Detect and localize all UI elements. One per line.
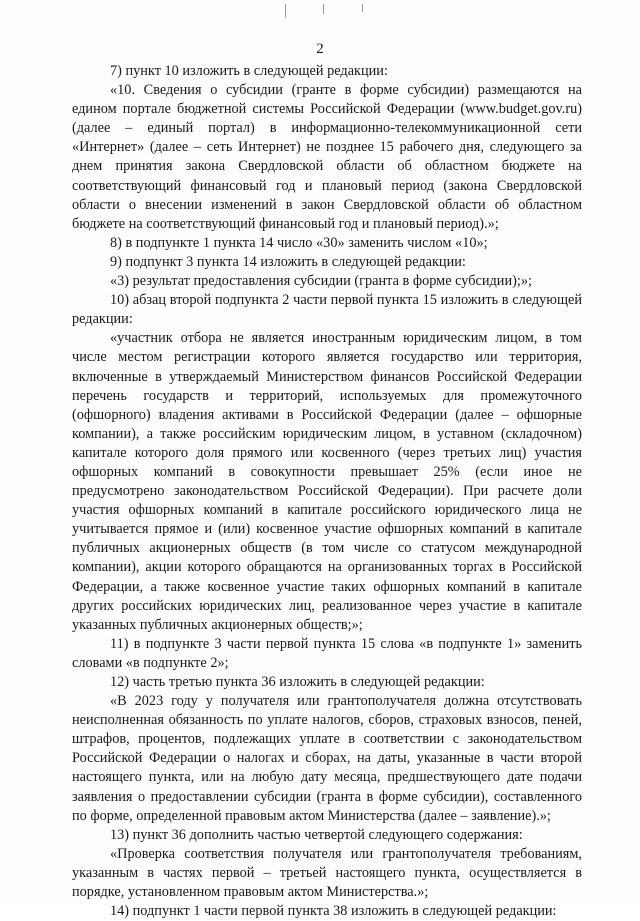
scan-mark	[285, 4, 286, 18]
paragraph: 8) в подпункте 1 пункта 14 число «30» заменить числом «10»;	[110, 234, 488, 251]
paragraph: «Проверка соответствия получателя или грантополучателя требованиям, указанным в частях первой – третьей настоящего пункта, осуществляется в порядке, установленном правовым актом Министерства.»;	[72, 845, 582, 901]
paragraph: 10) абзац второй подпункта 2 части первой пункта 15 изложить в следующей редакции:	[72, 292, 582, 328]
paragraph: 14) подпункт 1 части первой пункта 38 изложить в следующей редакции:	[110, 903, 557, 920]
paragraph: 12) часть третью пункта 36 изложить в следующей редакции:	[110, 674, 485, 690]
page-number: 2	[316, 41, 324, 57]
paragraph: 11) в подпункте 3 части первой пункта 15 слова «в подпункте 1» заменить словами «в подпункте 2»;	[72, 635, 582, 671]
scan-mark	[323, 4, 324, 14]
paragraph: 9) подпункт 3 пункта 14 изложить в следующей редакции:	[110, 253, 466, 270]
paragraph: «участник отбора не является иностранным юридическим лицом, в том числе местом регистрации которого является государство или территория, включенные в утверждаемый Министерством финансов Российской Федерации перечень государств и территорий, используемых для промежуточного (офшорного) владения активами в Российской Федерации (далее – офшорные компании), а также российским юридическим лицом, в уставном (складочном) капитале которого доля прямого или косвенного (через третьих лиц) участия офшорных компаний в совокупности превышает 25% (если иное не предусмотрено законодательством Российской Федерации). При расчете доли участия офшорных компаний в капитале российского юридического лица не учитывается прямое и (или) косвенное участие офшорных компаний в капитале публичных акционерных обществ (в том числе со статусом международной компании), акции которого обращаются на организованных торгах в Российской Федерации, а также косвенное участие таких офшорных компаний в капитале других российских юридических лиц, реализованное через участие в капитале указанных публичных акционерных обществ;»;	[72, 330, 582, 633]
paragraph: 13) пункт 36 дополнить частью четвертой следующего содержания:	[110, 826, 523, 843]
paragraph: 7) пункт 10 изложить в следующей редакции:	[110, 63, 388, 79]
paragraph: «3) результат предоставления субсидии (гранта в форме субсидии);»;	[110, 273, 532, 290]
scan-marks	[0, 0, 640, 20]
document-body	[72, 62, 582, 921]
paragraph: «В 2023 году у получателя или грантополучателя должна отсутствовать неисполненная обязанность по уплате налогов, сборов, страховых взносов, пеней, штрафов, процентов, подлежащих уплате в соответствии с законодательством Российской Федерации о налогах и сборах, на даты, указанные в части второй настоящего пункта, или на любую дату месяца, предшествующего дате подачи заявления о предоставлении субсидии (гранта в форме субсидии), составленного по форме, определенной правовым актом Министерства (далее – заявление).»;	[72, 693, 582, 824]
paragraph: «10. Сведения о субсидии (гранте в форме субсидии) размещаются на едином портале бюджетной системы Российской Федерации (www.budget.gov.ru) (далее – единый портал) в информационно-телекоммуникационной сети «Интернет» (далее – сеть Интернет) не позднее 15 рабочего дня, следующего за днем принятия закона Свердловской области об областном бюджете на соответствующий финансовый год и плановый период (закона Свердловской области о внесении изменений в закон Свердловской области об областном бюджете на соответствующий финансовый год и плановый период).»;	[72, 82, 582, 232]
scan-mark	[362, 4, 363, 12]
